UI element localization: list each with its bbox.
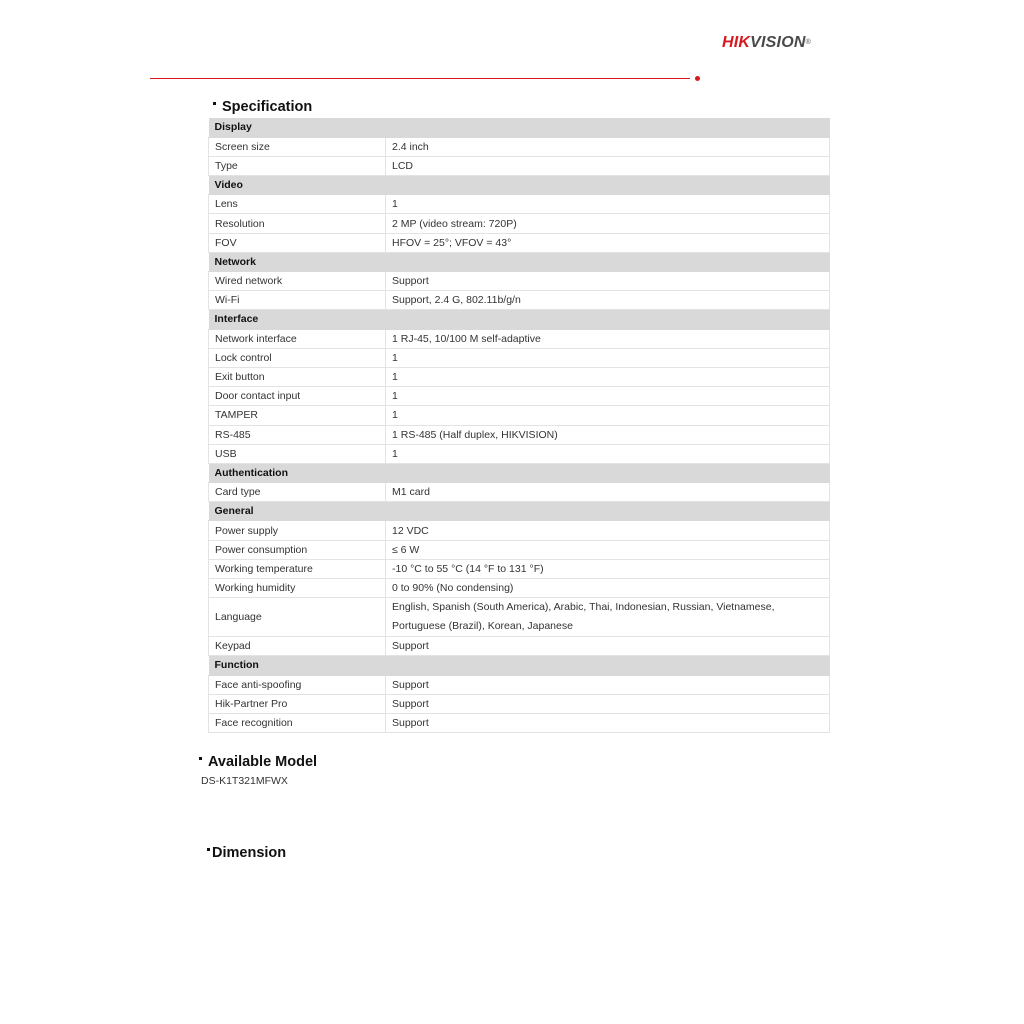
spec-row bbox=[209, 713, 830, 732]
logo-vision-text: VISION bbox=[750, 34, 806, 51]
spec-value: Support bbox=[386, 694, 830, 713]
spec-value: HFOV = 25°; VFOV = 43° bbox=[386, 233, 830, 252]
available-model-heading-text: Available Model bbox=[208, 754, 318, 770]
bullet-icon bbox=[199, 757, 202, 760]
spec-value: 2 MP (video stream: 720P) bbox=[386, 214, 830, 233]
spec-key: Screen size bbox=[209, 137, 386, 156]
spec-value: 12 VDC bbox=[386, 521, 830, 540]
spec-value: 2.4 inch bbox=[386, 137, 830, 156]
spec-value: Support bbox=[386, 675, 830, 694]
spec-value: LCD bbox=[386, 156, 830, 175]
spec-key: Keypad bbox=[209, 637, 386, 656]
spec-value: 1 RS-485 (Half duplex, HIKVISION) bbox=[386, 425, 830, 444]
spec-key: Card type bbox=[209, 483, 386, 502]
bullet-icon bbox=[213, 102, 216, 105]
spec-key: TAMPER bbox=[209, 406, 386, 425]
spec-key: FOV bbox=[209, 233, 386, 252]
dimension-heading bbox=[207, 845, 286, 861]
dimension-heading-text: Dimension bbox=[212, 845, 287, 861]
spec-key: Lens bbox=[209, 195, 386, 214]
model-number: DS-K1T321MFWX bbox=[201, 775, 288, 787]
hikvision-logo bbox=[722, 34, 811, 52]
spec-row bbox=[209, 444, 830, 463]
spec-key: Exit button bbox=[209, 367, 386, 386]
bullet-icon bbox=[207, 848, 210, 851]
spec-row bbox=[209, 156, 830, 175]
spec-row bbox=[209, 579, 830, 598]
spec-row bbox=[209, 272, 830, 291]
spec-row bbox=[209, 559, 830, 578]
specification-heading bbox=[213, 99, 312, 115]
spec-row bbox=[209, 675, 830, 694]
spec-row bbox=[209, 637, 830, 656]
spec-group-label: Video bbox=[209, 176, 830, 195]
spec-key: Language bbox=[209, 598, 386, 637]
spec-group-label: Display bbox=[209, 118, 830, 137]
spec-key: RS-485 bbox=[209, 425, 386, 444]
spec-key: Type bbox=[209, 156, 386, 175]
spec-value: English, Spanish (South America), Arabic, Thai, Indonesian, Russian, Vietnamese, Portuguese (Brazil), Korean, Japanese bbox=[386, 598, 830, 637]
spec-key: Working humidity bbox=[209, 579, 386, 598]
spec-row bbox=[209, 214, 830, 233]
specification-heading-text: Specification bbox=[222, 99, 313, 115]
logo-registered-mark: ® bbox=[805, 39, 811, 46]
spec-row bbox=[209, 387, 830, 406]
spec-key: Wired network bbox=[209, 272, 386, 291]
spec-group-label: Authentication bbox=[209, 463, 830, 482]
spec-key: Network interface bbox=[209, 329, 386, 348]
spec-value: 1 bbox=[386, 387, 830, 406]
spec-row bbox=[209, 406, 830, 425]
spec-group-row bbox=[209, 118, 830, 137]
spec-key: Face recognition bbox=[209, 713, 386, 732]
spec-key: Power consumption bbox=[209, 540, 386, 559]
spec-group-row bbox=[209, 656, 830, 675]
spec-value: 0 to 90% (No condensing) bbox=[386, 579, 830, 598]
logo-hik-text: HIK bbox=[722, 34, 751, 51]
available-model-heading bbox=[199, 754, 317, 770]
spec-key: Lock control bbox=[209, 348, 386, 367]
header-red-rule bbox=[150, 78, 690, 79]
spec-value: 1 bbox=[386, 348, 830, 367]
spec-group-label: Network bbox=[209, 252, 830, 271]
spec-row bbox=[209, 137, 830, 156]
spec-group-row bbox=[209, 310, 830, 329]
spec-row bbox=[209, 195, 830, 214]
spec-key: Hik-Partner Pro bbox=[209, 694, 386, 713]
spec-row bbox=[209, 521, 830, 540]
spec-value: 1 bbox=[386, 367, 830, 386]
specification-table-body bbox=[209, 118, 830, 733]
spec-value: 1 bbox=[386, 406, 830, 425]
header-red-dot bbox=[695, 76, 700, 81]
spec-row bbox=[209, 233, 830, 252]
spec-value: ≤ 6 W bbox=[386, 540, 830, 559]
spec-group-label: General bbox=[209, 502, 830, 521]
spec-group-row bbox=[209, 502, 830, 521]
spec-key: Door contact input bbox=[209, 387, 386, 406]
spec-row bbox=[209, 329, 830, 348]
spec-key: Face anti-spoofing bbox=[209, 675, 386, 694]
spec-group-label: Function bbox=[209, 656, 830, 675]
spec-row bbox=[209, 540, 830, 559]
spec-row bbox=[209, 348, 830, 367]
spec-value: Support bbox=[386, 713, 830, 732]
spec-value: Support, 2.4 G, 802.11b/g/n bbox=[386, 291, 830, 310]
spec-key: Resolution bbox=[209, 214, 386, 233]
spec-key: Power supply bbox=[209, 521, 386, 540]
spec-row bbox=[209, 598, 830, 637]
spec-value: Support bbox=[386, 637, 830, 656]
spec-value: -10 °C to 55 °C (14 °F to 131 °F) bbox=[386, 559, 830, 578]
spec-key: Working temperature bbox=[209, 559, 386, 578]
spec-value: 1 bbox=[386, 195, 830, 214]
spec-value: 1 bbox=[386, 444, 830, 463]
spec-value: Support bbox=[386, 272, 830, 291]
spec-group-row bbox=[209, 463, 830, 482]
spec-row bbox=[209, 483, 830, 502]
spec-value: M1 card bbox=[386, 483, 830, 502]
spec-key: USB bbox=[209, 444, 386, 463]
spec-group-label: Interface bbox=[209, 310, 830, 329]
spec-value: 1 RJ-45, 10/100 M self-adaptive bbox=[386, 329, 830, 348]
spec-row bbox=[209, 291, 830, 310]
specification-table bbox=[208, 118, 830, 733]
spec-row bbox=[209, 425, 830, 444]
spec-group-row bbox=[209, 252, 830, 271]
spec-key: Wi-Fi bbox=[209, 291, 386, 310]
spec-row bbox=[209, 694, 830, 713]
spec-row bbox=[209, 367, 830, 386]
spec-group-row bbox=[209, 176, 830, 195]
